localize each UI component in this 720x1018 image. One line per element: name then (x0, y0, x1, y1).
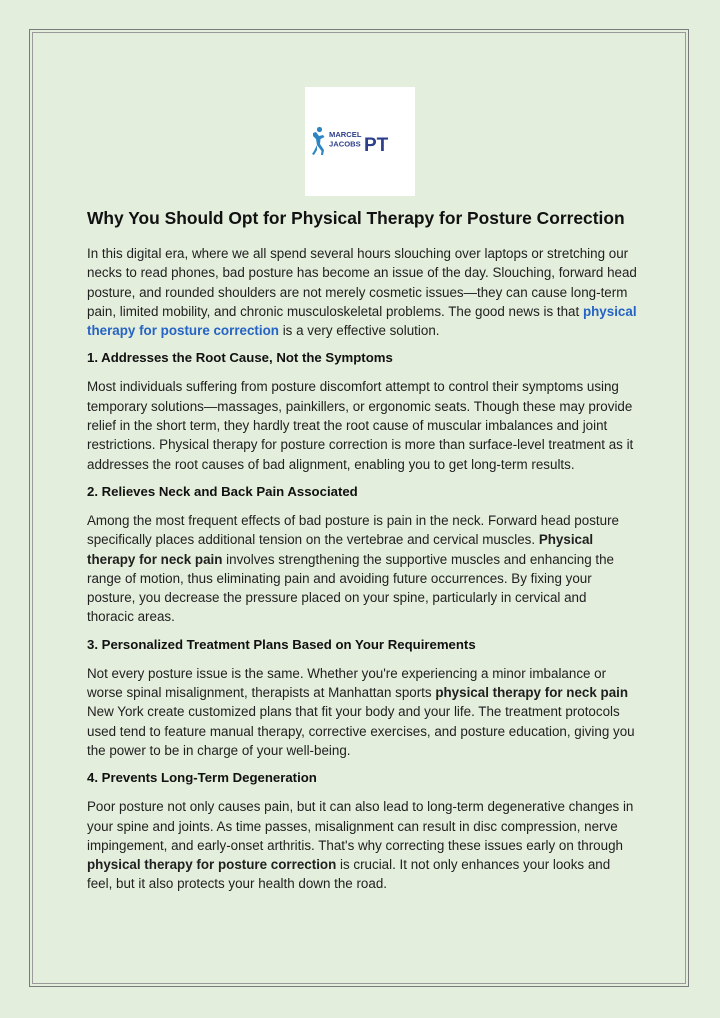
section-4-heading: 4. Prevents Long-Term Degeneration (87, 770, 317, 786)
section-3-bold: physical therapy for neck pain (435, 685, 629, 701)
intro-paragraph (87, 244, 637, 340)
person-figure-icon (312, 127, 325, 155)
logo-line-1: MARCEL (329, 130, 362, 139)
section-2-body (87, 511, 637, 627)
intro-text-before: In this digital era, where we all spend several hours slouching over laptops or stretching our necks to read phones, bad posture has become an issue of the day. Slouching, forward head posture, and rounded shoulders are not merely cosmetic issues—they can cause long-term pain, limited mobility, and chronic musculoskeletal problems. The good news is that (87, 246, 637, 319)
section-2-heading: 2. Relieves Neck and Back Pain Associated (87, 483, 358, 499)
section-3-heading: 3. Personalized Treatment Plans Based on Your Requirements (87, 636, 476, 652)
section-1-body: Most individuals suffering from posture discomfort attempt to control their symptoms using temporary solutions—massages, painkillers, or ergonomic seats. Though these may provide relief in the short term, they hardly treat the root cause of muscular imbalances and joint restrictions. Physical therapy for posture correction is more than surface-level treatment as it addresses the root causes of bad alignment, enabling you to get long-term results. (87, 379, 634, 472)
section-4-body (87, 797, 637, 893)
section-2-bold: Physical therapy for neck pain (87, 532, 594, 567)
article-title: Why You Should Opt for Physical Therapy for Posture Correction (87, 208, 625, 228)
section-2-text-2: involves strengthening the supportive muscles and enhancing the range of motion, thus eliminating pain and avoiding future occurrences. By fixing your posture, you decrease the pressure placed on your spine, particularly in cervical and thoracic areas. (87, 551, 614, 625)
intro-text-after: is a very effective solution. (278, 323, 440, 339)
section-2-text-1: Among the most frequent effects of bad posture is pain in the neck. Forward head posture specifically places additional tension on the vertebrae and cervical muscles. (87, 512, 619, 548)
section-1-heading: 1. Addresses the Root Cause, Not the Symptoms (87, 350, 393, 366)
section-3-text-1: Not every posture issue is the same. Whether you're experiencing a minor imbalance or worse spinal misalignment, therapists at Manhattan sports (87, 665, 607, 701)
logo-mark: PT (364, 135, 389, 156)
section-4-text-2: is crucial. It not only enhances your looks and feel, but it also protects your health down the road. (87, 857, 611, 892)
posture-correction-link[interactable]: physical therapy for posture correction (87, 303, 637, 339)
section-3-text-2: New York create customized plans that fit your body and your life. The treatment protocols used tend to feature manual therapy, corrective exercises, and posture education, giving you the power to be in charge of your well-being. (87, 704, 635, 758)
section-4-text-1: Poor posture not only causes pain, but it can also lead to long-term degenerative changes in your spine and joints. As time passes, misalignment can result in disc compression, nerve impingement, and early-onset arthritis. That's why correcting these issues early on through (87, 799, 634, 853)
section-3-body (87, 664, 637, 760)
article (87, 204, 637, 903)
logo-line-2: JACOBS (329, 139, 361, 149)
company-logo (305, 87, 415, 196)
section-4-bold: physical therapy for posture correction (87, 857, 337, 873)
